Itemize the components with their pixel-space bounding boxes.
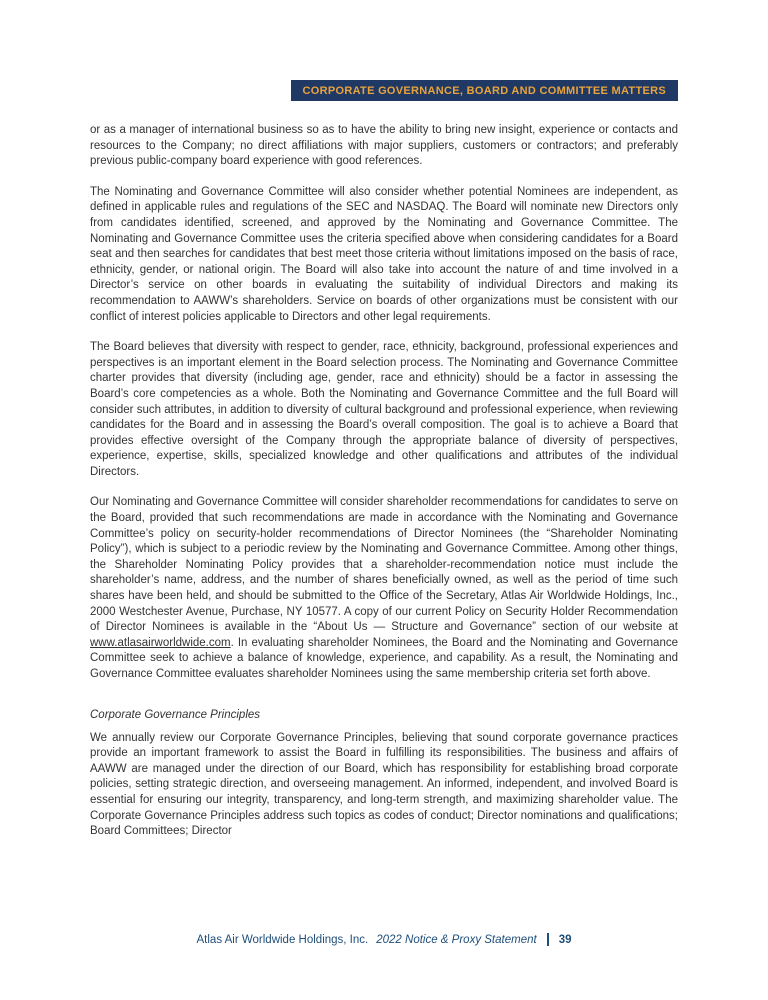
footer-divider [547,933,549,946]
page-footer [0,933,768,946]
footer-page-number: 39 [558,933,572,946]
website-link[interactable]: www.atlasairworldwide.com [90,636,231,649]
footer-document-title: 2022 Notice & Proxy Statement [376,933,537,946]
paragraph-3: The Board believes that diversity with respect to gender, race, ethnicity, background, professional experiences and perspectives is an important element in the Board selection process. The Nominating and Governance Committee charter provides that diversity (including age, gender, race and ethnicity) should be a factor in assessing the Board’s core competencies as a whole. Both the Nominating and Governance Committee and the full Board will consider such attributes, in addition to diversity of cultural background and professional experience, when reviewing candidates for the Board and in assessing the Board’s overall composition. The goal is to achieve a Board that provides effective oversight of the Company through the appropriate balance of diversity of perspectives, experience, expertise, skills, specialized knowledge and other qualifications and attributes of the individual Directors. [90,341,678,478]
paragraph-4 [90,495,678,682]
paragraph-4-text-before-link: Our Nominating and Governance Committee will consider shareholder recommendations for candidates to serve on the Board, provided that such recommendations are made in accordance with the Nominating and Governance Committee’s policy on security-holder recommendations of Director Nominees (the “Shareholder Nominating Policy”), which is subject to a periodic review by the Nominating and Governance Committee. Among other things, the Shareholder Nominating Policy provides that a shareholder-recommendation notice must include the shareholder’s name, address, and the number of shares beneficially owned, as well as the period of time such shares have been held, and should be submitted to the Office of the Secretary, Atlas Air Worldwide Holdings, Inc., 2000 Westchester Avenue, Purchase, NY 10577. A copy of our current Policy on Security Holder Recommendation of Director Nominees is available in the “About Us — Structure and Governance” section of our website at [90,496,678,634]
section-heading-corporate-governance-principles: Corporate Governance Principles [90,708,261,721]
section-header-banner: CORPORATE GOVERNANCE, BOARD AND COMMITTEE MATTERS [291,80,678,101]
footer-company-name: Atlas Air Worldwide Holdings, Inc. [196,933,369,946]
paragraph-2: The Nominating and Governance Committee will also consider whether potential Nominees are independent, as defined in applicable rules and regulations of the SEC and NASDAQ. The Board will nominate new Directors only from candidates identified, screened, and approved by the Nominating and Governance Committee. The Nominating and Governance Committee uses the criteria specified above when considering candidates for a Board seat and then searches for candidates that best meet those criteria without limitations imposed on the basis of race, ethnicity, gender, or national origin. The Board will also take into account the nature of and time involved in a Director’s service on other boards in evaluating the suitability of individual Directors and making its recommendation to AAWW’s shareholders. Service on boards of other organizations must be consistent with our conflict of interest policies applicable to Directors and other legal requirements. [90,185,678,323]
paragraph-1: or as a manager of international business so as to have the ability to bring new insight, experience or contacts and resources to the Company; no direct affiliations with major suppliers, customers or contractors; and preferably previous public-company board experience with good references. [90,124,678,168]
paragraph-4-text-after-link: . In evaluating shareholder Nominees, the Board and the Nominating and Governance Committee seek to achieve a balance of knowledge, experience, and capability. As a result, the Nominating and Governance Committee evaluates shareholder Nominees using the same membership criteria set forth above. [90,636,678,680]
paragraph-5: We annually review our Corporate Governance Principles, believing that sound corporate governance practices provide an important framework to assist the Board in fulfilling its responsibilities. The business and affairs of AAWW are managed under the direction of our Board, which has responsibility for establishing broad corporate policies, setting strategic direction, and overseeing management. An informed, independent, and involved Board is essential for ensuring our integrity, transparency, and long-term strength, and maximizing shareholder value. The Corporate Governance Principles address such topics as codes of conduct; Director nominations and qualifications; Board Committees; Director [90,731,678,838]
